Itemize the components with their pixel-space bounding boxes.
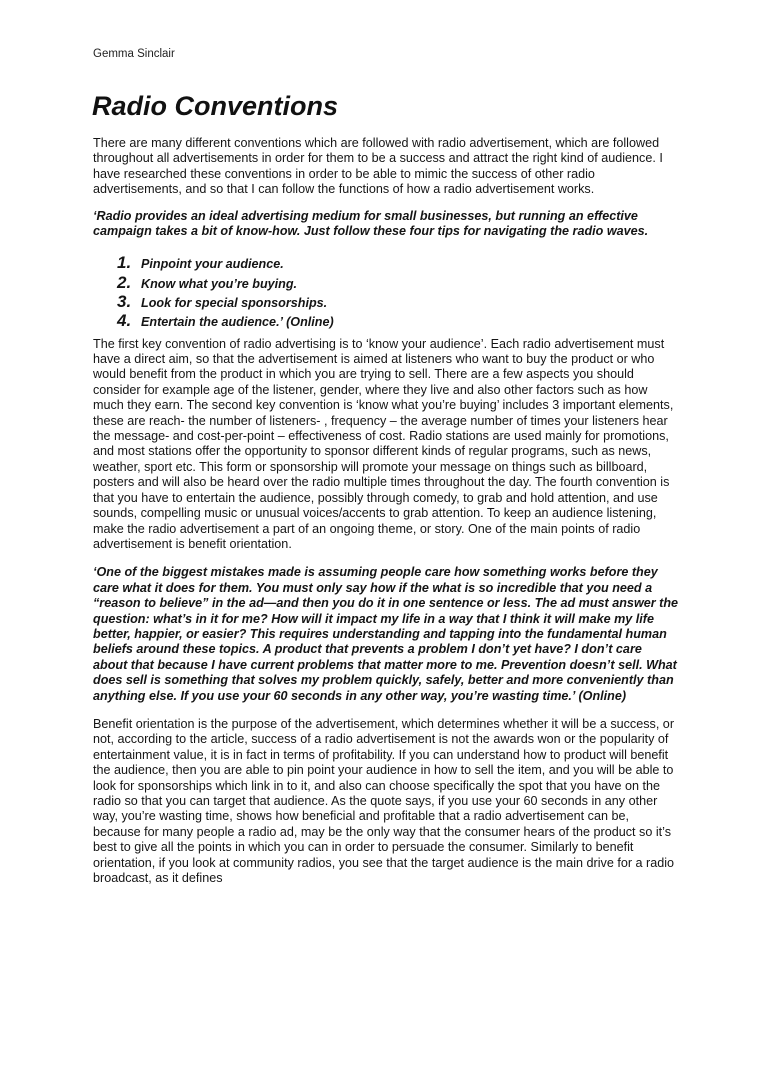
body-paragraph-conventions: The first key convention of radio advertising is to ‘know your audience’. Each radio advertisement must have a direct aim, so that the advertisement is aimed at listeners who want to buy the product or who would benefit from the product in which you are trying to sell. There are a few aspects you should consider for example age of the listener, gender, where they live and also other factors such as how much they earn. The second key convention is ‘know what you’re buying’ includes 3 important elements, these are reach- the number of listeners- , frequency – the average number of times your listeners hear the message- and cost-per-point – effectiveness of cost. Radio stations are used mainly for promotions, and most stations offer the opportunity to sponsor different kinds of regular programs, such as news, weather, sport etc. This form or sponsorship will promote your message on things such as billboard, posters and will also be heard over the radio multiple times throughout the day. The fourth convention is that you have to entertain the audience, possibly through comedy, to grab and hold attention, and use sounds, compelling music or unusual voices/accents to grab attention. To keep an audience listening, make the radio advertisement a part of an ongoing theme, or story. One of the main points of radio advertisement is benefit orientation. <box>93 336 674 551</box>
tips-list <box>93 253 679 330</box>
tip-text: Entertain the audience.’ (Online) <box>141 315 334 330</box>
page-header-author: Gemma Sinclair <box>93 48 175 60</box>
tip-text: Know what you’re buying. <box>141 276 298 291</box>
document-title: Radio Conventions <box>92 91 339 121</box>
tip-text: Pinpoint your audience. <box>141 257 284 272</box>
body-paragraph-benefit-orientation: Benefit orientation is the purpose of the advertisement, which determines whether it will be a success, or not, according to the article, success of a radio advertisement is not the awards won or the popularity of entertainment value, it is in fact in terms of profitability. If you can understand how to product will benefit the audience, then you are able to pin point your audience in how to sell the item, and you will be able to look for sponsorships which link in to it, and also can choose specifically the spot that you have on the radio so that you can target that audience. As the quote says, if you use your 60 seconds in any other way, you’re wasting time, shows how beneficial and profitable that a radio advertisement can be, because for many people a radio ad, may be the only way that the consumer hears of the product so it’s best to give all the points in which you can in order to persuade the consumer. Similarly to benefit orientation, if you look at community radios, you see that the target audience is the main drive for a radio broadcast, as it defines <box>93 716 675 886</box>
quote-paragraph-benefit: ‘One of the biggest mistakes made is assuming people care how something works before they care what it does for them. You must only say how if the what is so incredible that you need a “reason to believe” in the ad—and then you do it in one sentence or less. The ad must answer the question: what’s in it for me? How will it impact my life in a way that I think it will make my life better, happier, or easier? This requires understanding and tapping into the fundamental human beliefs around these topics. A product that prevents a problem I don’t yet have? I don’t care about that because I have current problems that matter more to me. Prevention doesn’t sell. What does sell is something that solves my problem quickly, safely, better and more conveniently than anything else. If you use your 60 seconds in any other way, you’re wasting time.’ (Online) <box>93 565 679 703</box>
tips-list-item <box>117 253 679 272</box>
tip-number: 1. <box>117 253 132 273</box>
tip-text: Look for special sponsorships. <box>141 296 328 311</box>
tips-list-item <box>117 292 679 311</box>
tip-number: 4. <box>117 311 132 331</box>
tips-list-item <box>117 311 679 330</box>
intro-paragraph: There are many different conventions which are followed with radio advertisement, which are followed throughout all advertisements in order for them to be a success and attract the right kind of audience. I have researched these conventions in order to be able to mimic the success of other radio advertisements, and so that I can follow the functions of how a radio advertisement works. <box>93 136 663 197</box>
tip-number: 3. <box>117 292 132 312</box>
document-body <box>93 136 679 886</box>
quote-paragraph-tips: ‘Radio provides an ideal advertising medium for small businesses, but running an effective campaign takes a bit of know-how. Just follow these four tips for navigating the radio waves. <box>93 208 649 239</box>
tip-number: 2. <box>117 272 132 292</box>
tips-list-item <box>117 273 679 292</box>
